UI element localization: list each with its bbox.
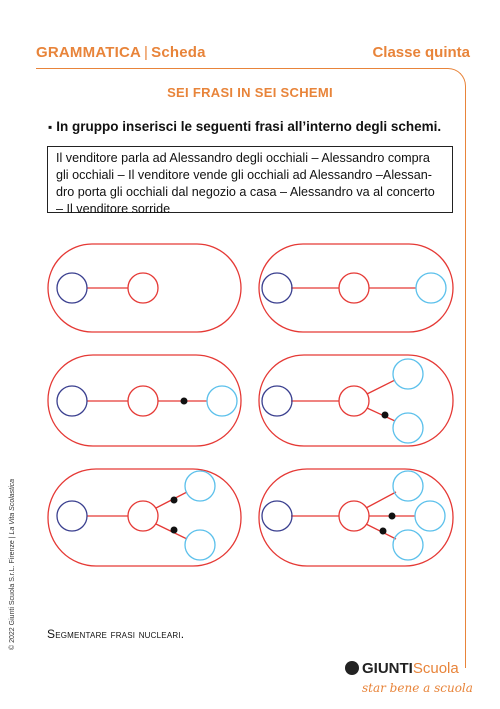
connector-line — [367, 380, 395, 394]
grade-label: Classe quinta — [372, 44, 470, 61]
scheme-outline — [259, 355, 453, 446]
side-credit — [9, 479, 16, 650]
publication-name: La Vita Scolastica — [9, 478, 16, 535]
joint-dot — [171, 497, 178, 504]
sentences-line: dro porta gli occhiali dal negozio a casa – Alessandro va al concerto — [56, 185, 435, 199]
scheme-4 — [259, 355, 453, 446]
publisher-logo — [345, 660, 459, 677]
scheme-outline — [48, 355, 241, 446]
complement-circle[interactable] — [207, 386, 237, 416]
scheme-1 — [48, 244, 241, 332]
complement-circle[interactable] — [393, 530, 423, 560]
logo-tagline: star bene a scuola — [362, 681, 473, 695]
scheme-3 — [48, 355, 241, 446]
subject-circle[interactable] — [262, 273, 292, 303]
scheme-outline — [259, 469, 453, 566]
bullet-icon: ▪ — [48, 120, 53, 134]
subject-circle[interactable] — [57, 386, 87, 416]
scheme-outline — [48, 244, 241, 332]
object-circle[interactable] — [416, 273, 446, 303]
verb-circle[interactable] — [339, 501, 369, 531]
complement-circle[interactable] — [393, 413, 423, 443]
verb-circle[interactable] — [339, 386, 369, 416]
copyright-text: © 2022 Giunti Scuola S.r.L. Firenze | — [9, 534, 16, 650]
instruction-text: In gruppo inserisci le seguenti frasi all’interno degli schemi. — [56, 119, 442, 134]
scheme-2 — [259, 244, 453, 332]
verb-circle[interactable] — [128, 501, 158, 531]
header-separator: | — [144, 44, 149, 61]
scheme-6 — [259, 469, 453, 566]
subject-circle[interactable] — [262, 386, 292, 416]
object-circle[interactable] — [393, 471, 423, 501]
object-circle[interactable] — [393, 359, 423, 389]
page-title: SEI FRASI IN SEI SCHEMI — [167, 85, 333, 100]
subject-circle[interactable] — [262, 501, 292, 531]
complement-circle[interactable] — [415, 501, 445, 531]
logo-mark-icon — [345, 661, 359, 675]
sentences-line: gli occhiali – Il venditore vende gli occhiali ad Alessandro –Alessan- — [56, 168, 432, 182]
subject-circle[interactable] — [57, 501, 87, 531]
joint-dot — [380, 528, 387, 535]
sentences-line: Il venditore parla ad Alessandro degli occhiali – Alessandro compra — [56, 151, 430, 165]
verb-circle[interactable] — [128, 386, 158, 416]
scheme-outline — [259, 244, 453, 332]
joint-dot — [181, 398, 188, 405]
joint-dot — [382, 412, 389, 419]
verb-circle[interactable] — [339, 273, 369, 303]
connector-line — [367, 408, 395, 421]
joint-dot — [171, 527, 178, 534]
subject-circle[interactable] — [57, 273, 87, 303]
footer-note: Segmentare frasi nucleari. — [47, 627, 185, 641]
complement-circle[interactable] — [185, 530, 215, 560]
scheme-5 — [48, 469, 241, 566]
scheme-outline — [48, 469, 241, 566]
joint-dot — [389, 513, 396, 520]
complement-circle[interactable] — [185, 471, 215, 501]
logo-brand-suffix: Scuola — [412, 660, 459, 677]
sentences-line: – Il venditore sorride — [56, 202, 171, 216]
subject-label: GRAMMATICA — [36, 44, 142, 61]
verb-circle[interactable] — [128, 273, 158, 303]
logo-brand: GIUNTI — [362, 660, 413, 677]
connector-line — [366, 492, 396, 508]
worksheet-type: Scheda — [151, 44, 206, 61]
